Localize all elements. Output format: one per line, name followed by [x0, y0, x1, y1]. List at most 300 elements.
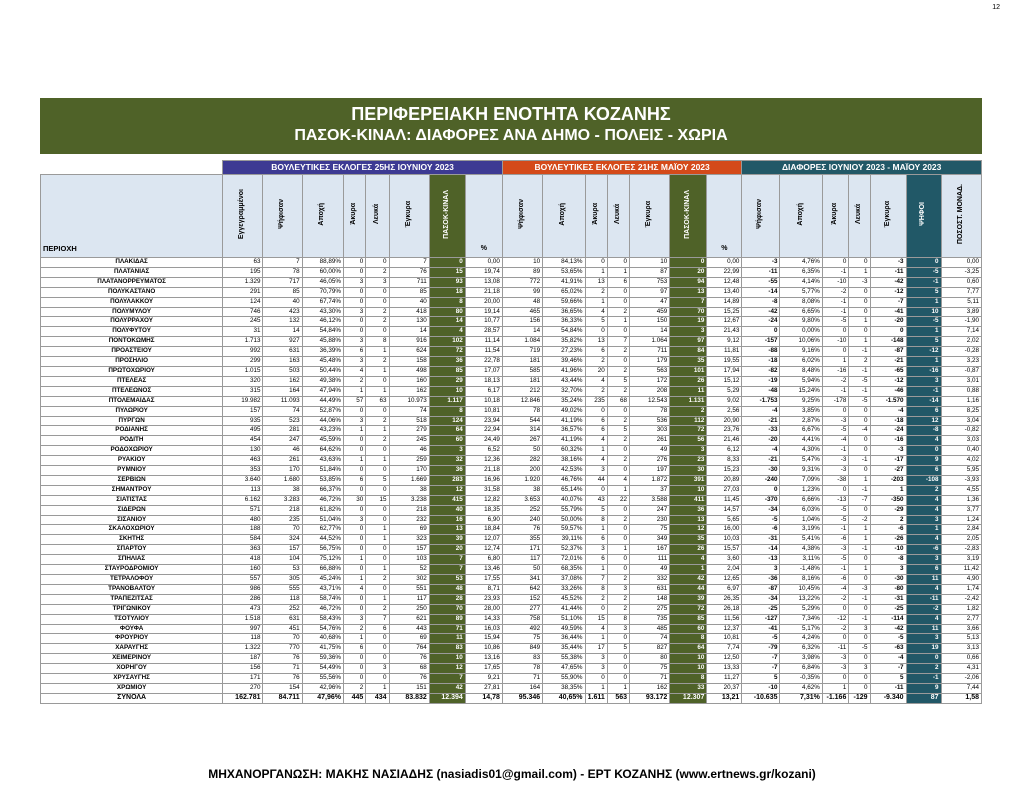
table-cell: 5 — [906, 287, 941, 297]
table-cell: 41,19% — [543, 416, 585, 426]
table-cell: 0,60 — [941, 277, 982, 287]
column-header-label: Άκυρα — [350, 203, 358, 225]
table-cell: 42,53% — [543, 466, 585, 476]
table-cell: 302 — [389, 575, 429, 585]
table-cell: 495 — [223, 426, 263, 436]
table-cell: 363 — [223, 545, 263, 555]
table-cell: 45,52% — [543, 594, 585, 604]
table-row — [41, 505, 982, 515]
table-cell: 53 — [263, 565, 302, 575]
table-cell: 20,00 — [465, 297, 502, 307]
table-cell: 0 — [366, 297, 389, 307]
table-cell: 6 — [585, 416, 607, 426]
table-cell: 68 — [607, 396, 629, 406]
table-cell: 170 — [263, 466, 302, 476]
column-header-18 — [822, 175, 848, 258]
table-cell: 28,00 — [465, 604, 502, 614]
table-cell: 76 — [502, 525, 542, 535]
table-cell: -2,83 — [941, 545, 982, 555]
table-row — [41, 644, 982, 654]
region-name: ΧΡΩΜΙΟΥ — [41, 683, 223, 693]
table-cell: 240 — [502, 515, 542, 525]
table-cell: 89 — [429, 614, 465, 624]
table-cell: 59,57% — [543, 525, 585, 535]
table-cell: 51,84% — [302, 466, 343, 476]
table-row — [41, 535, 982, 545]
table-cell: 47,96% — [302, 693, 343, 703]
table-cell: -33 — [742, 426, 780, 436]
table-cell: 47,65% — [543, 664, 585, 674]
table-cell: 3,66 — [941, 624, 982, 634]
table-cell: -4 — [822, 584, 848, 594]
table-cell: 8 — [429, 297, 465, 307]
table-cell: -5 — [822, 426, 848, 436]
table-cell: 49,59% — [543, 624, 585, 634]
table-cell: 16,96 — [465, 475, 502, 485]
table-cell: 1.084 — [502, 337, 542, 347]
table-cell: 1 — [366, 565, 389, 575]
table-cell: 36,44% — [543, 634, 585, 644]
table-cell: 0 — [344, 664, 366, 674]
column-header-label: ΨΗΦΟΙ — [919, 202, 927, 226]
region-name: ΣΚΗΤΗΣ — [41, 535, 223, 545]
table-cell: 3 — [366, 664, 389, 674]
table-cell: -1.753 — [742, 396, 780, 406]
table-cell: 10,77 — [465, 317, 502, 327]
table-cell: -87 — [742, 584, 780, 594]
table-cell: 286 — [223, 594, 263, 604]
table-cell: 355 — [502, 535, 542, 545]
table-cell: 563 — [607, 693, 629, 703]
table-cell: -16 — [822, 366, 848, 376]
table-cell: 32 — [429, 456, 465, 466]
table-cell: 44 — [670, 584, 707, 594]
table-cell: 0 — [344, 267, 366, 277]
table-cell: 62,77% — [302, 525, 343, 535]
table-cell: 12,82 — [465, 495, 502, 505]
table-cell: 45,88% — [302, 337, 343, 347]
table-cell: 124 — [429, 416, 465, 426]
table-cell: 0 — [849, 634, 870, 644]
table-cell: 33 — [670, 683, 707, 693]
table-cell: 0 — [906, 258, 941, 268]
table-cell: 0 — [607, 258, 629, 268]
table-cell: 1 — [344, 575, 366, 585]
table-cell: -3,93 — [941, 475, 982, 485]
table-cell: -11 — [870, 267, 906, 277]
table-cell: 2 — [607, 416, 629, 426]
table-cell: 38 — [263, 485, 302, 495]
table-cell: 38,35% — [543, 683, 585, 693]
table-cell: 0 — [607, 357, 629, 367]
table-cell: 15,57 — [707, 545, 742, 555]
table-cell: 1 — [366, 456, 389, 466]
table-cell: 1 — [607, 683, 629, 693]
table-cell: 0 — [607, 654, 629, 664]
table-cell: 70 — [429, 604, 465, 614]
table-cell: 997 — [223, 624, 263, 634]
table-cell: 4 — [906, 535, 941, 545]
table-cell: 41,96% — [543, 366, 585, 376]
table-cell: -14 — [742, 545, 780, 555]
table-cell: -3 — [822, 456, 848, 466]
table-cell: 36,57% — [543, 426, 585, 436]
table-cell: 252 — [263, 604, 302, 614]
table-cell: 84 — [670, 347, 707, 357]
table-cell: 1 — [822, 357, 848, 367]
table-cell: 557 — [223, 575, 263, 585]
table-cell: 15,23 — [707, 466, 742, 476]
table-cell: 64,62% — [302, 446, 343, 456]
table-cell: 12 — [906, 416, 941, 426]
table-cell: 935 — [223, 416, 263, 426]
table-cell: -1 — [849, 386, 870, 396]
table-cell: 1,23% — [780, 485, 822, 495]
table-cell: 1 — [366, 525, 389, 535]
table-cell: 1.117 — [429, 396, 465, 406]
column-header-15: % — [707, 175, 742, 258]
table-cell: 43,63% — [302, 456, 343, 466]
table-cell: 154 — [263, 683, 302, 693]
table-cell: -1 — [849, 614, 870, 624]
table-cell: 78 — [502, 406, 542, 416]
table-row — [41, 327, 982, 337]
table-cell: 0 — [429, 258, 465, 268]
table-cell: 0 — [366, 515, 389, 525]
table-cell: 48 — [429, 584, 465, 594]
table-cell: 1 — [344, 386, 366, 396]
table-cell: -8 — [870, 555, 906, 565]
table-cell: -16 — [906, 366, 941, 376]
table-cell: 2,04 — [707, 565, 742, 575]
table-cell: 15 — [429, 267, 465, 277]
table-cell: 117 — [389, 594, 429, 604]
table-cell: 8,08% — [780, 297, 822, 307]
region-name: ΣΙΣΑΝΙΟΥ — [41, 515, 223, 525]
table-cell: 12,48 — [707, 277, 742, 287]
table-cell: 72,01% — [543, 555, 585, 565]
table-cell: 7 — [585, 575, 607, 585]
table-cell: 0 — [607, 565, 629, 575]
table-cell: 26,18 — [707, 604, 742, 614]
table-cell: 37,08% — [543, 575, 585, 585]
table-cell: -80 — [870, 584, 906, 594]
table-cell: 1,36 — [941, 495, 982, 505]
table-cell: 2 — [366, 416, 389, 426]
table-cell: 97 — [670, 337, 707, 347]
table-cell: 118 — [263, 594, 302, 604]
table-cell: -42 — [742, 307, 780, 317]
table-cell: -4 — [849, 426, 870, 436]
region-name: ΠΛΑΤΑΝΙΑΣ — [41, 267, 223, 277]
table-cell: 463 — [223, 456, 263, 466]
table-cell: -6 — [742, 525, 780, 535]
table-cell: 1 — [366, 366, 389, 376]
table-cell: 12,07 — [465, 535, 502, 545]
table-cell: 11 — [906, 624, 941, 634]
table-cell: 43,23% — [302, 426, 343, 436]
table-cell: 44,06% — [302, 416, 343, 426]
table-cell: 0 — [607, 555, 629, 565]
table-cell: 76 — [389, 654, 429, 664]
table-cell: -1 — [822, 297, 848, 307]
table-cell: 3,03 — [941, 436, 982, 446]
table-cell: 6,65% — [780, 307, 822, 317]
table-cell: 0 — [849, 674, 870, 684]
table-cell: 13,08 — [465, 277, 502, 287]
table-cell: 46,72% — [302, 495, 343, 505]
table-cell: 41,44% — [543, 604, 585, 614]
table-cell: 75 — [630, 525, 670, 535]
table-cell: 75 — [502, 634, 542, 644]
table-cell: 0 — [366, 327, 389, 337]
table-cell: 0 — [607, 327, 629, 337]
table-cell: 52,37% — [543, 545, 585, 555]
table-cell: 434 — [366, 693, 389, 703]
table-cell: 46,76% — [543, 475, 585, 485]
table-cell: 179 — [630, 357, 670, 367]
table-cell: 13 — [670, 287, 707, 297]
table-cell: -11 — [906, 594, 941, 604]
table-row — [41, 604, 982, 614]
region-name: ΧΡΥΣΑΥΓΗΣ — [41, 674, 223, 684]
table-cell: 3 — [670, 327, 707, 337]
table-cell: 6 — [906, 565, 941, 575]
table-cell: 3,13 — [941, 644, 982, 654]
table-cell: 10,45% — [780, 584, 822, 594]
table-cell: 7,34% — [780, 614, 822, 624]
table-cell: 85 — [263, 287, 302, 297]
table-cell: 10 — [670, 485, 707, 495]
table-cell: 1 — [607, 267, 629, 277]
table-cell: 0 — [822, 485, 848, 495]
table-cell: 4,90 — [941, 575, 982, 585]
table-cell: 6 — [906, 466, 941, 476]
table-cell: 2 — [344, 376, 366, 386]
column-header-label: Έγκυρα — [404, 200, 412, 228]
table-cell: 2 — [607, 386, 629, 396]
table-cell: 157 — [223, 406, 263, 416]
table-cell: -24 — [742, 317, 780, 327]
region-name: ΠΟΛΥΚΑΣΤΑΝΟ — [41, 287, 223, 297]
table-cell: 324 — [263, 535, 302, 545]
table-cell: 70 — [670, 307, 707, 317]
table-cell: 104 — [263, 555, 302, 565]
table-cell: 10.973 — [389, 396, 429, 406]
table-cell: 15,94 — [465, 634, 502, 644]
table-cell: 1 — [585, 446, 607, 456]
table-cell: 16,03 — [465, 624, 502, 634]
table-cell: 2 — [585, 594, 607, 604]
table-cell: 0 — [822, 327, 848, 337]
table-cell: 45,48% — [302, 357, 343, 367]
table-cell: 65,02% — [543, 287, 585, 297]
table-cell: -17 — [870, 456, 906, 466]
table-cell: 4 — [906, 614, 941, 624]
table-cell: 12,65 — [707, 575, 742, 585]
table-cell: 0 — [607, 297, 629, 307]
table-cell: 4 — [906, 436, 941, 446]
table-cell: 49 — [630, 446, 670, 456]
table-cell: 2 — [607, 347, 629, 357]
table-cell: 54,84% — [543, 327, 585, 337]
table-cell: 6 — [607, 277, 629, 287]
table-cell: 2 — [366, 357, 389, 367]
table-cell: 3 — [906, 515, 941, 525]
table-cell: -6 — [906, 545, 941, 555]
table-cell: -5 — [822, 317, 848, 327]
table-cell: 245 — [389, 436, 429, 446]
column-header-4 — [344, 175, 366, 258]
table-cell: 1 — [906, 297, 941, 307]
table-cell: 15,25 — [707, 307, 742, 317]
table-cell: -30 — [870, 575, 906, 585]
region-name: ΦΡΟΥΡΙΟΥ — [41, 634, 223, 644]
group-may-2023: ΒΟΥΛΕΥΤΙΚΕΣ ΕΚΛΟΓΕΣ 21ΗΣ ΜΑΪΟΥ 2023 — [502, 161, 741, 175]
table-cell: 71 — [429, 624, 465, 634]
table-cell: 2 — [366, 267, 389, 277]
table-cell: 7 — [670, 297, 707, 307]
table-cell: 51,04% — [302, 515, 343, 525]
table-cell: 717 — [263, 277, 302, 287]
table-cell: 584 — [223, 535, 263, 545]
table-cell: 1.518 — [223, 614, 263, 624]
table-cell: 30 — [670, 466, 707, 476]
table-cell: 42 — [670, 575, 707, 585]
table-cell: 0 — [849, 466, 870, 476]
table-cell: -5 — [849, 376, 870, 386]
table-cell: 5 — [742, 674, 780, 684]
table-cell: 19,55 — [707, 357, 742, 367]
table-cell: 0 — [366, 287, 389, 297]
table-row — [41, 475, 982, 485]
table-cell: 15 — [366, 495, 389, 505]
table-cell: 12,37 — [707, 624, 742, 634]
table-cell: 63 — [223, 258, 263, 268]
table-cell: 0 — [366, 485, 389, 495]
table-cell: 1.920 — [502, 475, 542, 485]
table-cell: 1 — [585, 634, 607, 644]
table-cell: 0 — [849, 575, 870, 585]
table-cell: -127 — [742, 614, 780, 624]
table-cell: 1 — [366, 347, 389, 357]
table-cell: 459 — [630, 307, 670, 317]
table-cell: 498 — [389, 366, 429, 376]
table-cell: 0 — [585, 674, 607, 684]
table-cell: 8,48% — [780, 366, 822, 376]
footer-credits: ΜΗΧΑΝΟΡΓΑΝΩΣΗ: ΜΑΚΗΣ ΝΑΣΙΑΔΗΣ (nasiadis01@gmail.com) - ΕΡΤ ΚΟΖΑΝΗΣ (www.ertnews.gr/kozani) — [208, 767, 816, 781]
region-name: ΣΚΑΛΟΧΩΡΙΟΥ — [41, 525, 223, 535]
table-cell: 7 — [389, 258, 429, 268]
table-cell: -240 — [742, 475, 780, 485]
table-cell: 0 — [344, 287, 366, 297]
table-cell: 473 — [223, 604, 263, 614]
table-cell: 54,49% — [302, 664, 343, 674]
table-cell: 3 — [849, 664, 870, 674]
table-cell: 4 — [585, 624, 607, 634]
table-cell: -2 — [906, 604, 941, 614]
table-cell: 21,46 — [707, 436, 742, 446]
region-name: ΧΟΡΗΓΟΥ — [41, 664, 223, 674]
table-cell: 76 — [389, 674, 429, 684]
table-cell: -41 — [742, 624, 780, 634]
table-cell: -11 — [822, 644, 848, 654]
table-cell: 1 — [585, 525, 607, 535]
table-cell: 642 — [502, 584, 542, 594]
table-cell: 36 — [670, 505, 707, 515]
table-cell: 0 — [344, 258, 366, 268]
table-cell: -38 — [822, 475, 848, 485]
region-name: ΠΟΛΥΜΥΛΟΥ — [41, 307, 223, 317]
table-cell: 150 — [630, 317, 670, 327]
table-cell: 75,12% — [302, 555, 343, 565]
table-cell: 38 — [502, 485, 542, 495]
table-cell: -2 — [822, 594, 848, 604]
table-cell: -30 — [742, 466, 780, 476]
table-cell: 5,41% — [780, 535, 822, 545]
table-cell: -46 — [870, 386, 906, 396]
table-cell: 49,02% — [543, 406, 585, 416]
table-cell: 551 — [389, 584, 429, 594]
table-cell: -42 — [870, 277, 906, 287]
table-cell: 5,17% — [780, 624, 822, 634]
table-cell: 10,03 — [707, 535, 742, 545]
table-cell: -6 — [822, 535, 848, 545]
table-cell: 10 — [429, 386, 465, 396]
table-cell: 3,19 — [941, 555, 982, 565]
table-cell: 1,24 — [941, 515, 982, 525]
table-cell: 1.064 — [630, 337, 670, 347]
table-cell: 46,05% — [302, 277, 343, 287]
table-cell: 39,46% — [543, 357, 585, 367]
table-cell: 40 — [389, 297, 429, 307]
table-cell: 8 — [607, 614, 629, 624]
column-header-7 — [429, 175, 465, 258]
table-cell: 94 — [670, 277, 707, 287]
table-cell: 6 — [585, 535, 607, 545]
table-cell: -10.635 — [742, 693, 780, 703]
table-cell: -1 — [849, 366, 870, 376]
table-cell: 101 — [670, 366, 707, 376]
table-cell: 212 — [502, 386, 542, 396]
table-cell: 1 — [849, 317, 870, 327]
table-cell: 6,84% — [780, 664, 822, 674]
table-row — [41, 406, 982, 416]
table-cell: 7 — [366, 614, 389, 624]
table-cell: 0 — [822, 406, 848, 416]
table-cell: 252 — [502, 505, 542, 515]
table-cell: 1.131 — [670, 396, 707, 406]
table-cell: 4 — [670, 555, 707, 565]
table-cell: 445 — [344, 693, 366, 703]
table-cell: 2 — [607, 366, 629, 376]
total-row — [41, 693, 982, 703]
table-cell: 111 — [630, 555, 670, 565]
table-cell: 3 — [366, 277, 389, 287]
table-cell: -7 — [742, 654, 780, 664]
table-cell: 12,50 — [707, 654, 742, 664]
table-cell: -0,28 — [941, 347, 982, 357]
table-cell: 0 — [344, 466, 366, 476]
table-cell: 0 — [344, 485, 366, 495]
table-cell: 64 — [429, 426, 465, 436]
table-cell: 78 — [630, 406, 670, 416]
table-cell: 1 — [849, 535, 870, 545]
table-cell: 3.640 — [223, 475, 263, 485]
column-header-label: Άκυρα — [591, 203, 599, 225]
region-name: ΠΛΑΤΑΝΟΡΡΕΥΜΑΤΟΣ — [41, 277, 223, 287]
table-cell: 230 — [630, 515, 670, 525]
